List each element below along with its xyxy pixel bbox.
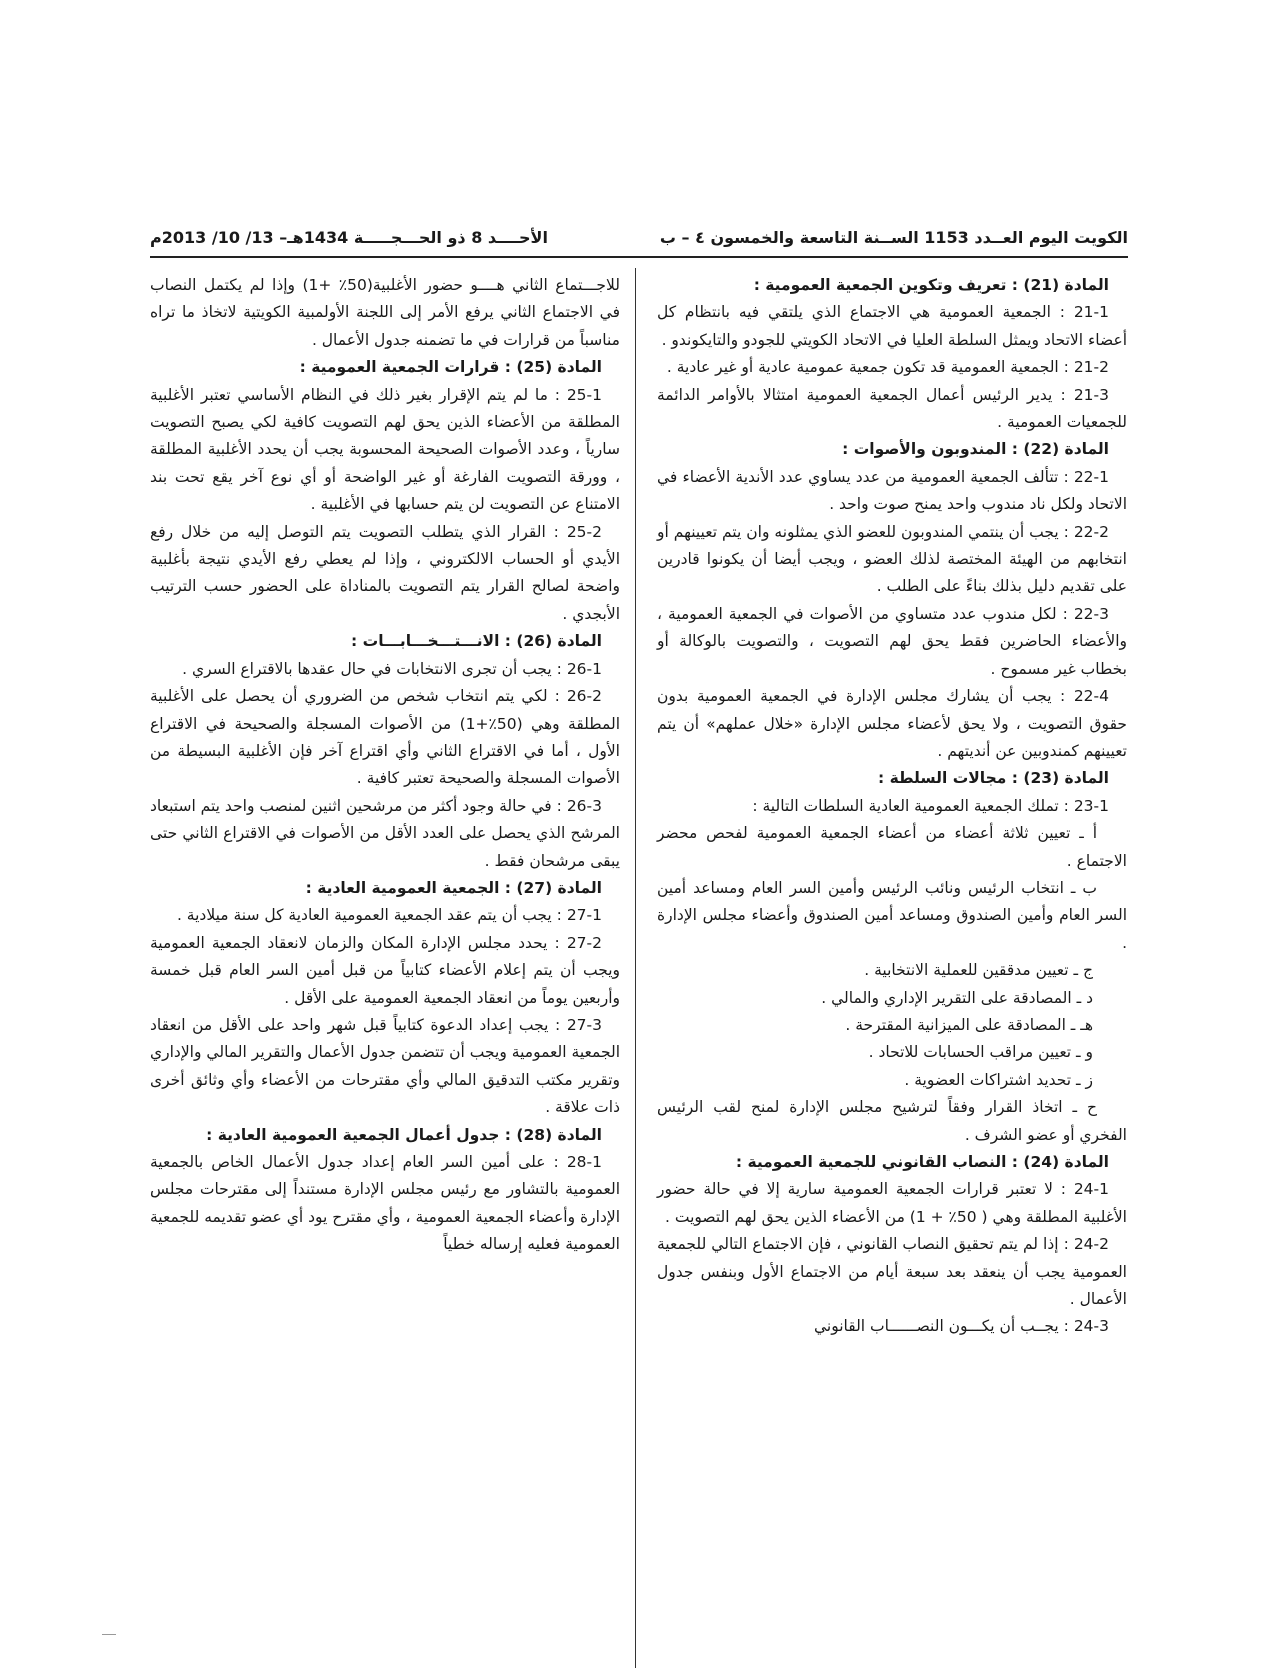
list-item: أ ـ تعيين ثلاثة أعضاء من أعضاء الجمعية العمومية لفحص محضر الاجتماع . [657,824,1127,870]
list-item: ج ـ تعيين مدققين للعملية الانتخابية . [864,961,1093,980]
article-heading: المادة (27) : الجمعية العمومية العادية : [305,878,602,897]
clause-paragraph: 27-2 : يحدد مجلس الإدارة المكان والزمان لانعقاد الجمعية العمومية ويجب أن يتم إعلام الأعضاء كتابياً من قبل أمين السر العام قبل خمسة وأربعين يوماً من انعقاد الجمعية العمومية على الأقل . [150,933,620,1007]
clause-paragraph: 21-2 : الجمعية العمومية قد تكون جمعية عمومية عادية أو غير عادية . [666,358,1109,377]
clause-paragraph: 25-1 : ما لم يتم الإقرار بغير ذلك في النظام الأساسي تعتبر الأغلبية المطلقة من الأعضاء الذين يحق لهم التصويت كافية لكي يصبح التصويت سارياً ، وعدد الأصوات الصحيحة المحسوبة يجب أن يحدد الأغلبية المطلقة ، وورقة التصويت الفارغة أو غير الواضحة أو أي نوع آخر يقع تحت بند الامتناع عن التصويت لن يتم حسابها في الأغلبية . [150,385,620,514]
clause-paragraph: 27-1 : يجب أن يتم عقد الجمعية العمومية العادية كل سنة ميلادية . [176,906,602,925]
clause-paragraph: 26-2 : لكي يتم انتخاب شخص من الضروري أن يحصل على الأغلبية المطلقة وهي (50٪+1) من الأصوات المسجلة والصحيحة في الاقتراع الأول ، أما في الاقتراع الثاني وأي اقتراع آخر فإن الأغلبية البسيطة من الأصوات المسجلة والصحيحة تعتبر كافية . [150,687,621,788]
article-heading: المادة (28) : جدول أعمال الجمعية العمومية العادية : [206,1125,602,1144]
header-issue-info: الكويت اليوم العــدد 1153 الســنة التاسعة والخمسون ٤ – ب [659,227,1128,247]
column-divider [635,268,636,1668]
clause-paragraph: للاجـــتماع الثاني هــــو حضور الأغلبية(50٪ +1) وإذا لم يكتمل النصاب في الاجتماع الثاني يرفع الأمر إلى اللجنة الأولمبية الكويتية لاتخاذ ما تراه مناسباً من قرارات في ما تضمنه جدول الأعمال . [150,276,620,349]
list-item: ز ـ تحديد اشتراكات العضوية . [904,1070,1093,1089]
header-rule [150,256,1128,258]
article-heading: المادة (26) : الانـــتـــخـــابـــات : [351,632,602,651]
clause-paragraph: 28-1 : على أمين السر العام إعداد جدول الأعمال الخاص بالجمعية العمومية بالتشاور مع رئيس مجلس الإدارة مستنداً إلى مقترحات مجلس الإدارة وأعضاء الجمعية العمومية ، وأي مقترح يود أي عضو تقديمه للجمعية العمومية فعليه إرساله خطياً [150,1153,620,1254]
clause-paragraph: 21-1 : الجمعية العمومية هي الاجتماع الذي يلتقي فيه بانتظام كل أعضاء الاتحاد ويمثل السلطة العليا في الاتحاد الكويتي للجودو والتايكوندو . [657,303,1127,349]
clause-paragraph: 26-1 : يجب أن تجرى الانتخابات في حال عقدها بالاقتراع السري . [182,659,602,678]
article-heading: المادة (23) : مجالات السلطة : [877,769,1109,788]
header-date: الأحــــد 8 ذو الحـــجـــــة 1434هـ– 13/ 10/ 2013م [150,227,548,247]
margin-mark [102,1634,116,1635]
article-heading: المادة (22) : المندوبون والأصوات : [842,440,1109,459]
clause-paragraph: 22-3 : لكل مندوب عدد متساوي من الأصوات في الجمعية العمومية ، والأعضاء الحاضرين فقط يحق لهم التصويت ، والتصويت بالوكالة أو بخطاب غير مسموح . [657,604,1127,678]
clause-paragraph: 24-1 : لا تعتبر قرارات الجمعية العمومية سارية إلا في حالة حضور الأغلبية المطلقة وهي ( 50٪ + 1) من الأعضاء الذين يحق لهم التصويت . [657,1180,1127,1226]
clause-paragraph: 22-4 : يجب أن يشارك مجلس الإدارة في الجمعية العمومية بدون حقوق التصويت ، ولا يحق لأعضاء مجلس الإدارة «خلال عملهم» أن يتم تعيينهم كمندوبين عن أنديتهم . [657,687,1127,760]
page-header [150,222,1128,252]
clause-paragraph: 24-2 : إذا لم يتم تحقيق النصاب القانوني ، فإن الاجتماع التالي للجمعية العمومية يجب أن ينعقد بعد سبعة أيام من الاجتماع الأول وبنفس جدول الأعمال . [657,1235,1127,1309]
list-item: هـ ـ المصادقة على الميزانية المقترحة . [845,1015,1093,1034]
clause-paragraph: 25-2 : القرار الذي يتطلب التصويت يتم التوصل إليه من خلال رفع الأيدي أو الحساب الالكتروني ، وإذا لم يعطي رفع الأيدي نتيجة بأغلبية واضحة لصالح القرار يتم التصويت بالمناداة على الحضور حسب الترتيب الأبجدي . [150,522,620,623]
left-column [150,272,620,1259]
clause-paragraph: 26-3 : في حالة وجود أكثر من مرشحين اثنين لمنصب واحد يتم استبعاد المرشح الذي يحصل على العدد الأقل من الأصوات في الاقتراع الثاني حتى يبقى مرشحان فقط . [150,796,620,870]
clause-paragraph: 21-3 : يدير الرئيس أعمال الجمعية العمومية امتثالا بالأوامر الدائمة للجمعيات العمومية . [657,385,1127,432]
clause-paragraph: 27-3 : يجب إعداد الدعوة كتابياً قبل شهر واحد على الأقل من انعقاد الجمعية العمومية ويجب أن تتضمن جدول الأعمال والتقرير المالي والإداري وتقرير مكتب التدقيق المالي وأي مقترحات من الأعضاء وأي وثائق أخرى ذات علاقة . [150,1015,620,1117]
right-column [657,272,1127,1341]
list-item: ب ـ انتخاب الرئيس ونائب الرئيس وأمين السر العام ومساعد أمين السر العام وأمين الصندوق ومساعد أمين الصندوق وأعضاء مجلس الإدارة . [657,878,1127,952]
list-item: ح ـ اتخاذ القرار وفقاً لترشيح مجلس الإدارة لمنح لقب الرئيس الفخري أو عضو الشرف . [657,1098,1127,1144]
article-heading: المادة (24) : النصاب القانوني للجمعية العمومية : [735,1153,1109,1171]
clause-paragraph: 22-2 : يجب أن ينتمي المندوبون للعضو الذي يمثلونه وان يتم تعيينهم أو انتخابهم من الهيئة المختصة لذلك العضو ، ويجب أيضا أن يكونوا قادرين على تقديم دليل بذلك بناءً على الطلب . [657,522,1127,596]
list-item: د ـ المصادقة على التقرير الإداري والمالي . [821,988,1093,1007]
clause-paragraph: 22-1 : تتألف الجمعية العمومية من عدد يساوي عدد الأندية الأعضاء في الاتحاد ولكل ناد مندوب واحد يمنح صوت واحد . [657,467,1127,514]
article-heading: المادة (21) : تعريف وتكوين الجمعية العمومية : [753,276,1109,294]
clause-paragraph: 24-3 : يجــب أن يكـــون النصــــــاب القانوني [813,1317,1109,1336]
list-item: و ـ تعيين مراقب الحسابات للاتحاد . [868,1043,1093,1062]
clause-paragraph: 23-1 : تملك الجمعية العمومية العادية السلطات التالية : [752,796,1109,815]
article-heading: المادة (25) : قرارات الجمعية العمومية : [299,358,602,377]
